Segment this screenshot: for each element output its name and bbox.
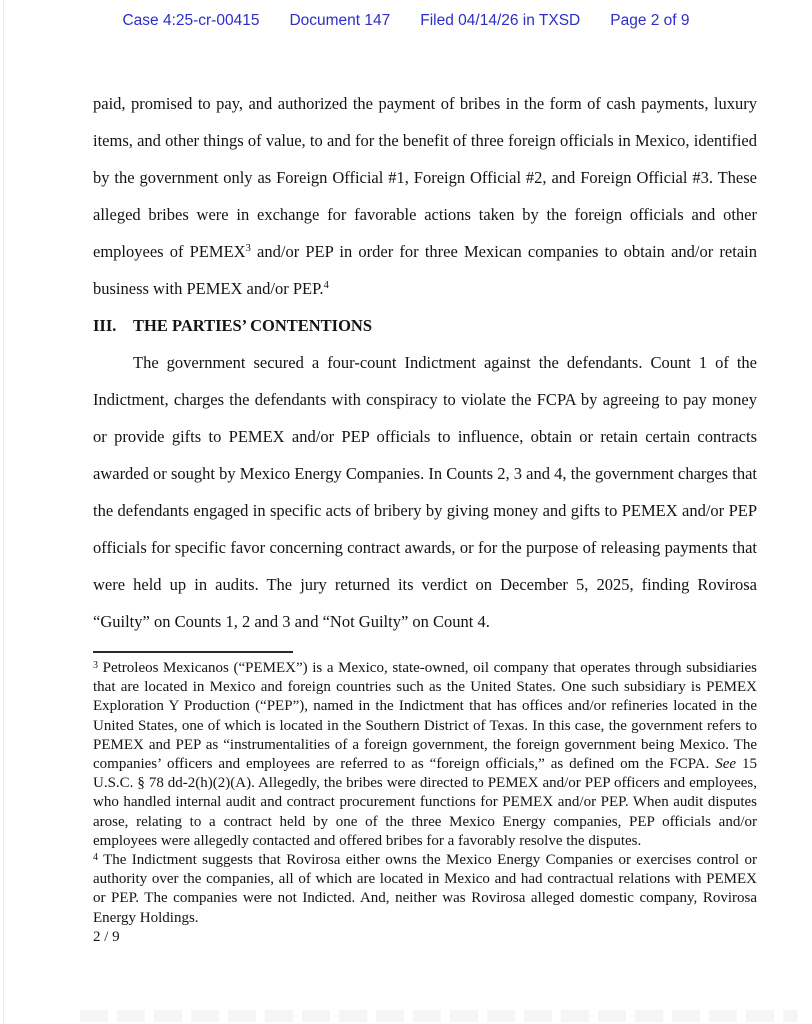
paragraph-text: paid, promised to pay, and authorized the payment of bribes in the form of cash payments, luxury items, and other things of value, to and for the benefit of three foreign officials in Mexico, identified by the government only as Foreign Official #1, Foreign Official #2, and Foreign Official #3. These alleged bribes were in exchange for favorable actions taken by the foreign officials and other employees of PEMEX bbox=[93, 94, 757, 261]
stamp-case-number: Case 4:25-cr-00415 bbox=[122, 12, 260, 29]
footnotes-block bbox=[93, 659, 757, 947]
court-stamp-header bbox=[0, 0, 812, 30]
footnote-4-text: The Indictment suggests that Rovirosa either owns the Mexico Energy Companies or exercises control or authority over the companies, all of which are located in Mexico and had contractual relations with PEMEX or PEP. The companies were not Indicted. And, neither was Rovirosa alleged domestic company, Rovirosa Energy Holdings. bbox=[93, 852, 757, 926]
stamp-page-number: Page 2 of 9 bbox=[610, 12, 690, 29]
page-indicator: 2 / 9 bbox=[93, 928, 120, 945]
section-number: III. bbox=[93, 316, 117, 335]
footnote-separator-line bbox=[93, 651, 293, 653]
paragraph-text: and/or PEP in order for three Mexican companies to obtain and/or retain business with PEMEX and/or PEP. bbox=[93, 242, 757, 298]
paragraph-indictment-counts: The government secured a four-count Indictment against the defendants. Count 1 of the Indictment, charges the defendants with conspiracy to violate the FCPA by agreeing to pay money or provide gifts to PEMEX and/or PEP officials to influence, obtain or retain certain contracts awarded or sought by Mexico Energy Companies. In Counts 2, 3 and 4, the government charges that the defendants engaged in specific acts of bribery by giving money and gifts to PEMEX and/or PEP officials for specific favor concerning contract awards, or for the purpose of releasing payments that were held up in audits. The jury returned its verdict on December 5, 2025, finding Rovirosa “Guilty” on Counts 1, 2 and 3 and “Not Guilty” on Count 4. bbox=[93, 353, 757, 631]
footnote-4-marker: 4 bbox=[93, 852, 98, 864]
footnote-3-text: Petroleos Mexicanos (“PEMEX”) is a Mexico, state-owned, oil company that operates through subsidiaries that are located in Mexico and foreign countries such as the United States. One such subsidiary is PEMEX Exploration Y Production (“PEP”), named in the Indictment that has offices and/or refineries located in the United States, one of which is located in the Southern District of Texas. In this case, the government refers to PEMEX and PEP as “instrumentalities of a foreign government, the foreign government being Mexico. The companies’ officers and employees are referred to as “foreign officials,” as defined om the FCPA. bbox=[93, 660, 757, 773]
footnote-3-citation-signal: See bbox=[715, 756, 737, 773]
document-body bbox=[93, 85, 757, 947]
footnote-reference-4: 4 bbox=[323, 280, 329, 291]
footnote-reference-3: 3 bbox=[245, 243, 251, 254]
page-edge-line bbox=[3, 0, 4, 1024]
footnote-4 bbox=[93, 851, 757, 928]
section-title: THE PARTIES’ CONTENTIONS bbox=[133, 316, 373, 335]
footnote-3 bbox=[93, 659, 757, 851]
stamp-document-number: Document 147 bbox=[289, 12, 391, 29]
footnote-3-marker: 3 bbox=[93, 660, 98, 671]
next-page-preview bbox=[80, 1010, 798, 1022]
paragraph-bribes-continuation bbox=[93, 85, 757, 307]
footnote-3-text: 15 U.S.C. § 78 dd-2(h)(2)(A). Allegedly, the bribes were directed to PEMEX and/or PEP officers and employees, who handled internal audit and contract procurement functions for PEMEX and/or PEP. When audit disputes arose, relating to a contract held by one of the three Mexico Energy companies, PEP officials and/or employees were allegedly contacted and offered bribes for a favorably resolve the disputes. bbox=[93, 756, 757, 849]
section-heading-parties-contentions bbox=[93, 307, 757, 344]
stamp-filed-date: Filed 04/14/26 in TXSD bbox=[420, 12, 581, 29]
